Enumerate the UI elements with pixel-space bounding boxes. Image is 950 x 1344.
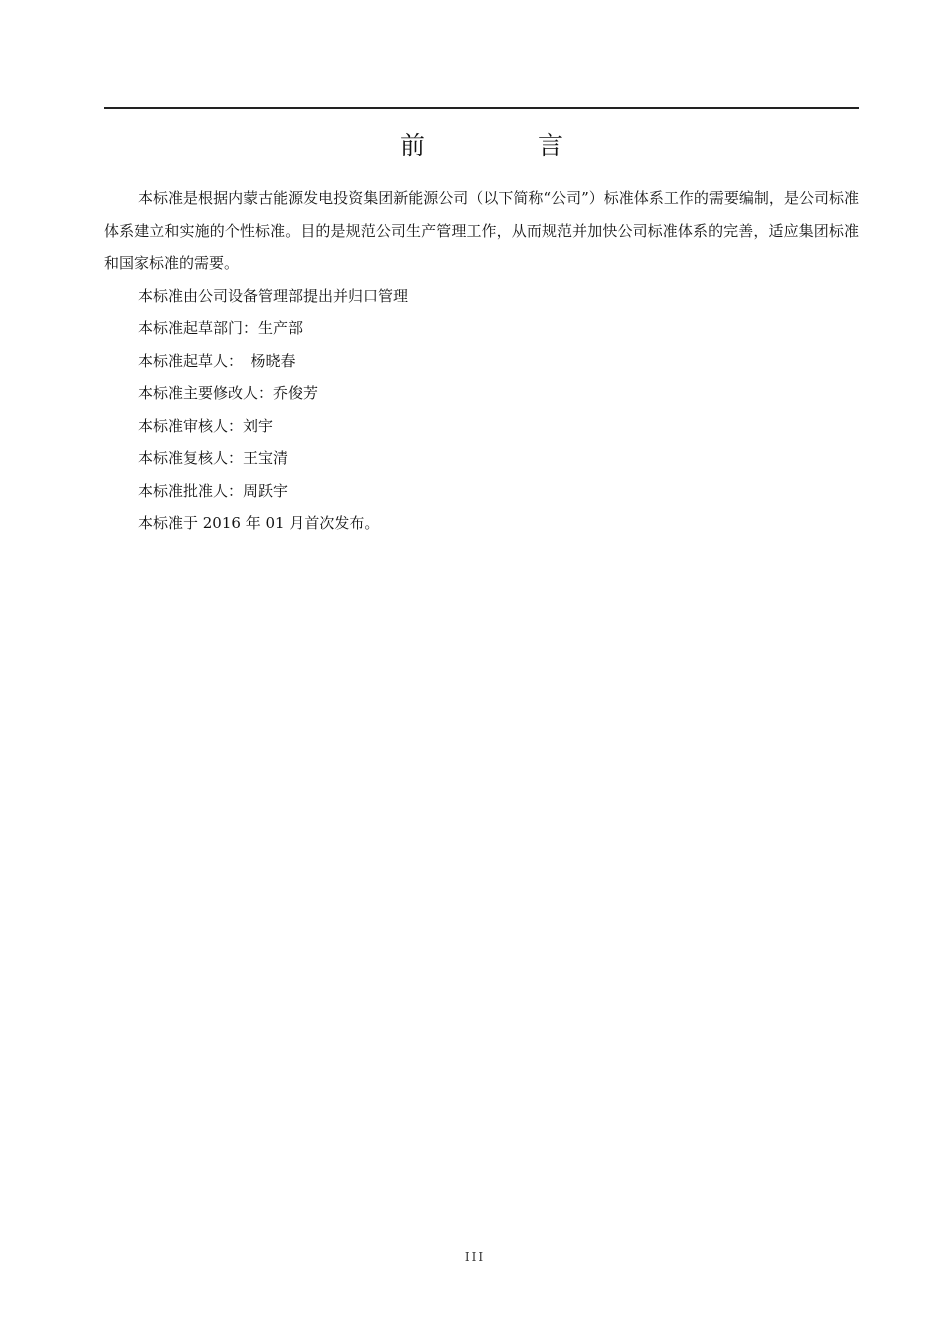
line-drafter: 本标准起草人： 杨晓春 [138, 351, 296, 370]
line-rechecker: 本标准复核人：王宝清 [138, 449, 289, 467]
header-rule [104, 107, 859, 109]
line-main-reviser: 本标准主要修改人：乔俊芳 [138, 384, 319, 402]
foreword-body [104, 182, 859, 540]
line-release-date: 本标准于 2016 年 01 月首次发布。 [138, 514, 380, 532]
page-title: 前 言 [399, 131, 607, 160]
intro-paragraph: 本标准是根据内蒙古能源发电投资集团新能源公司（以下简称“公司”）标准体系工作的需要编制，是公司标准体系建立和实施的个性标准。目的是规范公司生产管理工作，从而规范并加快公司标准体系的完善，适应集团标准和国家标准的需要。 [104, 189, 859, 272]
line-proposer: 本标准由公司设备管理部提出并归口管理 [138, 286, 409, 305]
page-number: III [464, 1250, 486, 1264]
line-approver: 本标准批准人：周跃宇 [138, 481, 289, 500]
line-auditor: 本标准审核人：刘宇 [138, 416, 274, 435]
line-drafting-department: 本标准起草部门：生产部 [138, 319, 304, 337]
